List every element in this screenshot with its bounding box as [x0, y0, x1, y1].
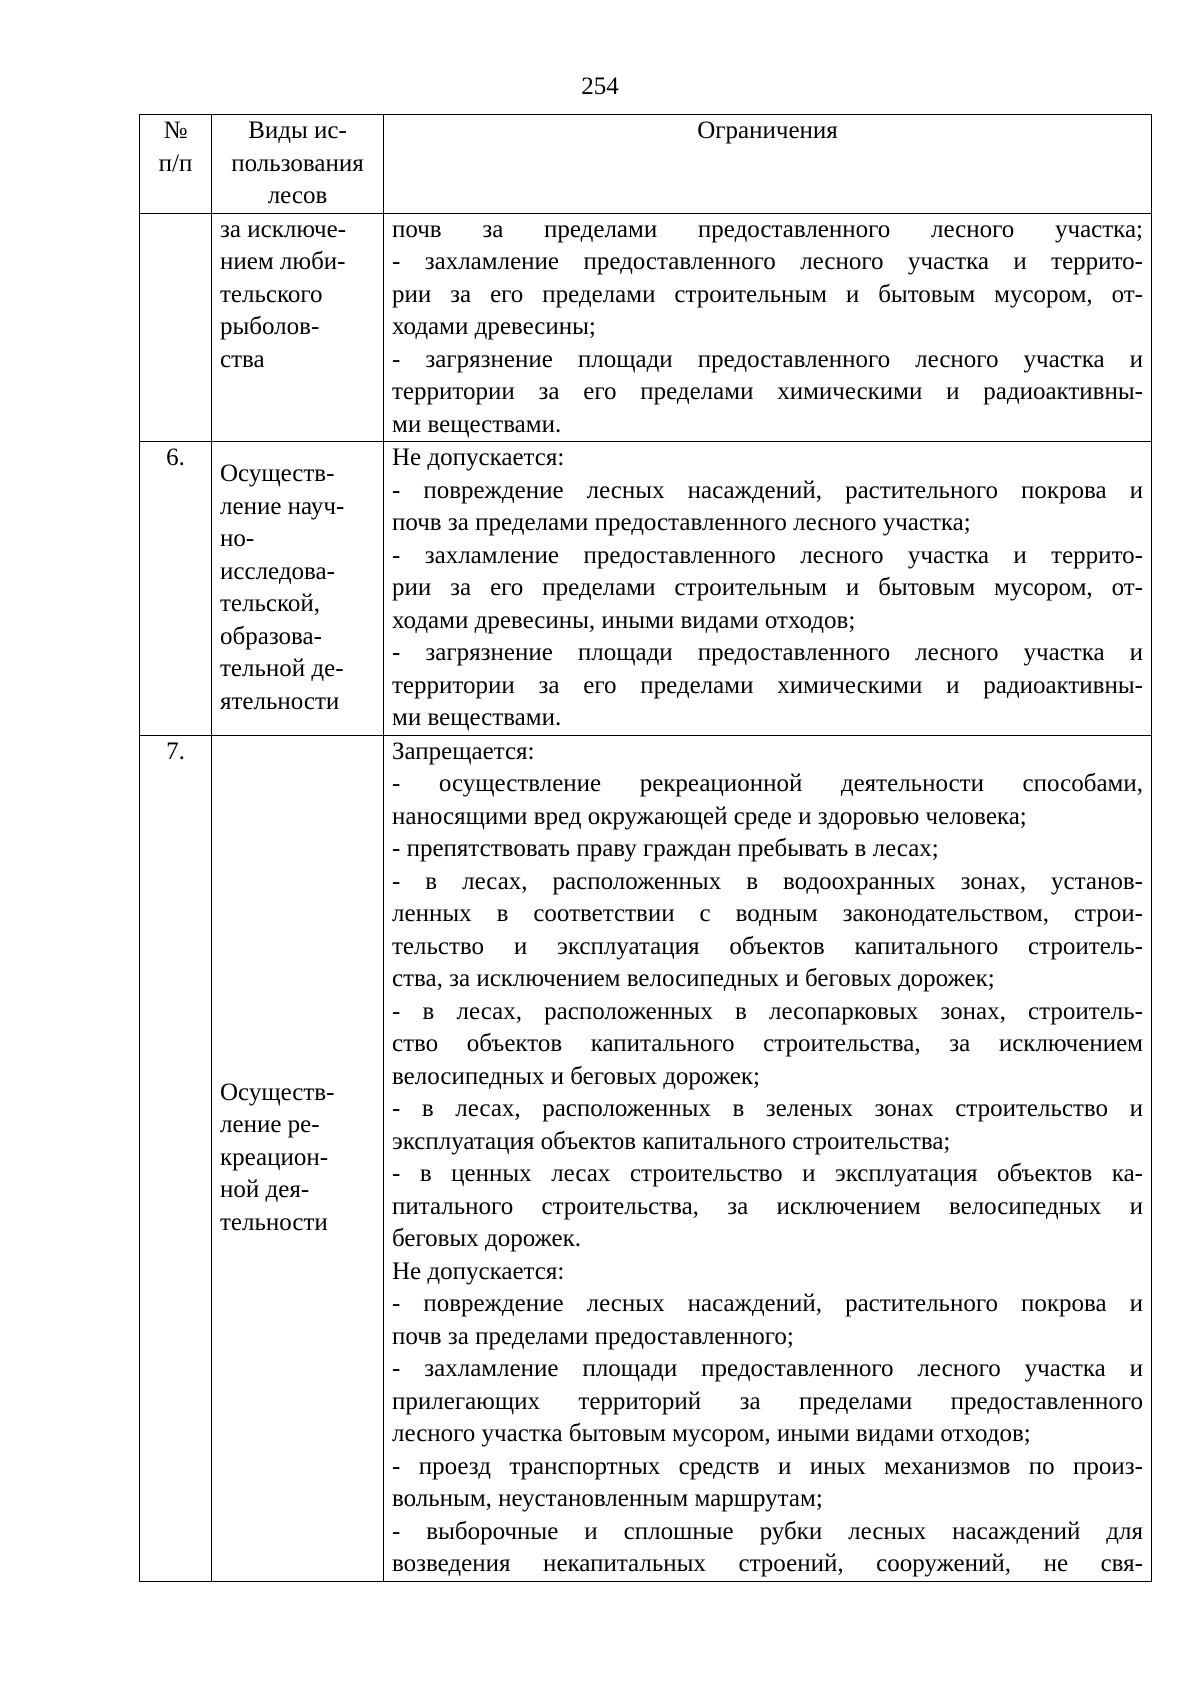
row-forest-use-type: Осуществ- ление ре- креацион- ной дея- тельности: [212, 735, 384, 1581]
table-row: [140, 735, 1152, 1581]
header-restrictions: Ограничения: [384, 115, 1152, 214]
row-restrictions: Не допускается: - повреждение лесных насаждений, растительного покрова и почв за пределами предоставленного лесного участка; - захламление предоставленного лесного участка и террито- рии за его пределами строительным и бытовым мусором, от- ходами древесины, иными видами отходов; - загрязнение площади предоставленного лесного участка и территории за его пределами химическими и радиоактивны- ми веществами.: [384, 442, 1152, 736]
row-number: 7.: [140, 735, 212, 1581]
row-forest-use-type: Осуществ- ление науч- но- исследова- тельской, образова- тельной де- ятельности: [212, 442, 384, 736]
row-forest-use-type: за исключе- нием люби- тельского рыболов- ства: [212, 213, 384, 442]
restrictions-table: [139, 114, 1152, 1582]
table-header-row: [140, 115, 1152, 214]
row-restrictions: почв за пределами предоставленного лесного участка; - захламление предоставленного лесного участка и террито- рии за его пределами строительным и бытовым мусором, от- ходами древесины; - загрязнение площади предоставленного лесного участка и территории за его пределами химическими и радиоактивны- ми веществами.: [384, 213, 1152, 442]
table-row: [140, 213, 1152, 442]
table-row: [140, 442, 1152, 736]
row-number: [140, 213, 212, 442]
page-number: 254: [581, 73, 619, 100]
row-number: 6.: [140, 442, 212, 736]
row-restrictions: Запрещается: - осуществление рекреационной деятельности способами, наносящими вред окружающей среде и здоровью человека; - препятствовать праву граждан пребывать в лесах; - в лесах, расположенных в водоохранных зонах, установ- ленных в соответствии с водным законодательством, строи- тельство и эксплуатация объектов капитального строитель- ства, за исключением велосипедных и беговых дорожек; - в лесах, расположенных в лесопарковых зонах, строитель- ство объектов капитального строительства, за исключением велосипедных и беговых дорожек; - в лесах, расположенных в зеленых зонах строительство и эксплуатация объектов капитального строительства; - в ценных лесах строительство и эксплуатация объектов ка- питального строительства, за исключением велосипедных и беговых дорожек. Не допускается: - повреждение лесных насаждений, растительного покрова и почв за пределами предоставленного; - захламление площади предоставленного лесного участка и прилегающих территорий за пределами предоставленного лесного участка бытовым мусором, иными видами отходов; - проезд транспортных средств и иных механизмов по произ- вольным, неустановленным маршрутам; - выборочные и сплошные рубки лесных насаждений для возведения некапитальных строений, сооружений, не свя-: [384, 735, 1152, 1581]
header-number: № п/п: [140, 115, 212, 214]
header-forest-use-type: Виды ис- пользования лесов: [212, 115, 384, 214]
